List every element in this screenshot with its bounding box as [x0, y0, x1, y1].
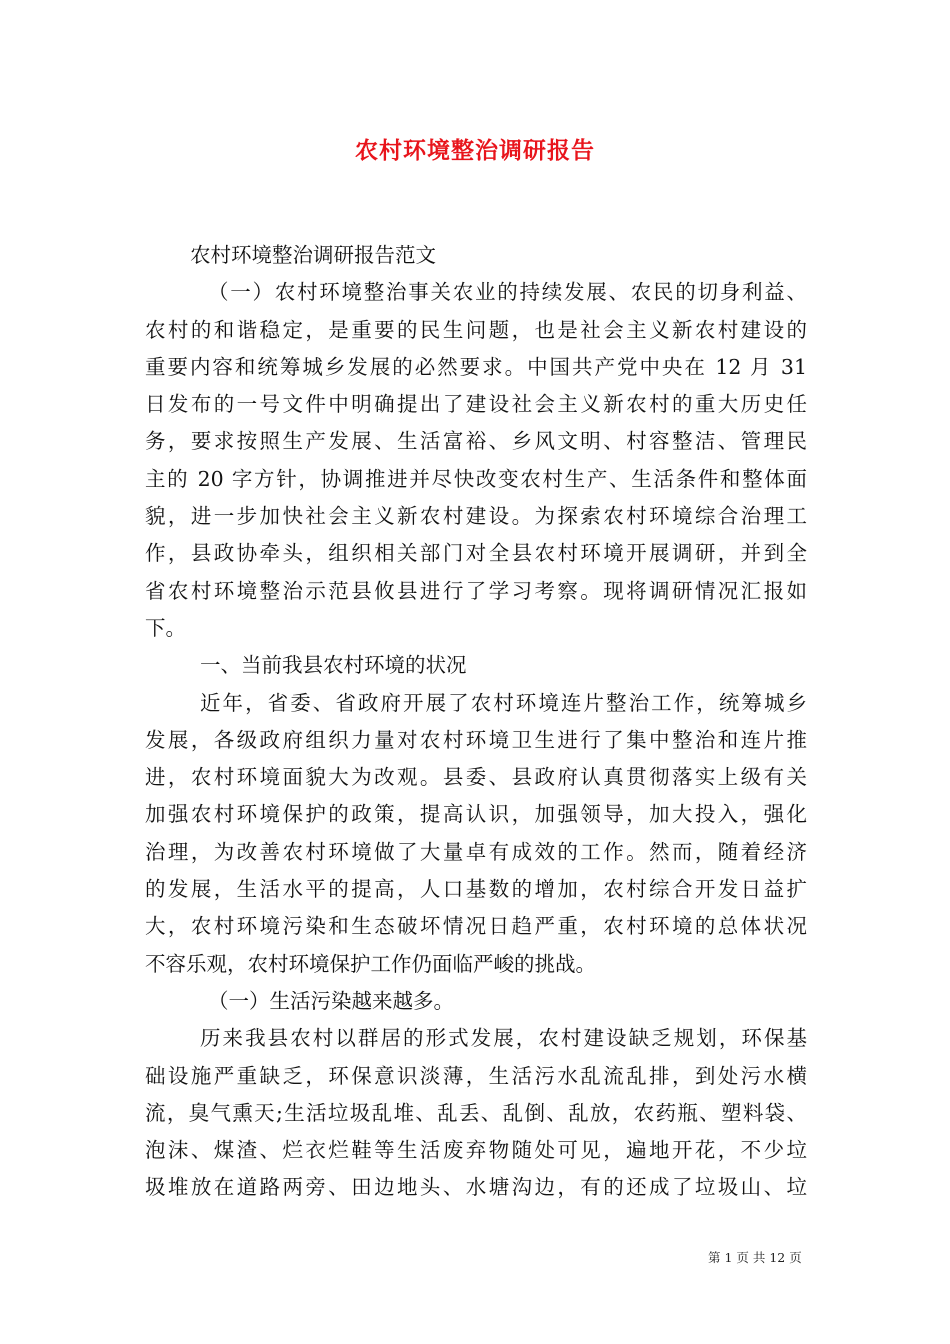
paragraph-line: （一）农村环境整治事关农业的持续发展、农民的切身利益、: [208, 280, 807, 305]
paragraph-line: 务，要求按照生产发展、生活富裕、乡风文明、村容整洁、管理民: [145, 429, 807, 454]
paragraph-line: 主的 20 字方针，协调推进并尽快改变农村生产、生活条件和整体面: [145, 466, 807, 491]
paragraph-line: 加强农村环境保护的政策，提高认识，加强领导，加大投入，强化: [145, 802, 807, 827]
paragraph-line: 治理，为改善农村环境做了大量卓有成效的工作。然而，随着经济: [145, 839, 807, 864]
paragraph-line: 下。: [145, 615, 186, 640]
paragraph-line: 农村的和谐稳定，是重要的民生问题，也是社会主义新农村建设的: [145, 317, 807, 342]
paragraph-line: 日发布的一号文件中明确提出了建设社会主义新农村的重大历史任: [145, 392, 807, 417]
paragraph-line: 泡沫、煤渣、烂衣烂鞋等生活废弃物随处可见，遍地开花，不少垃: [145, 1138, 807, 1163]
subtitle-line: 农村环境整治调研报告范文: [190, 243, 436, 267]
paragraph-line: 大，农村环境污染和生态破坏情况日趋严重，农村环境的总体状况: [145, 914, 807, 939]
page-number: 第 1 页 共 12 页: [708, 1250, 802, 1265]
paragraph-line: 圾堆放在道路两旁、田边地头、水塘沟边，有的还成了垃圾山、垃: [145, 1175, 807, 1200]
subsection-heading: （一）生活污染越来越多。: [208, 988, 454, 1013]
paragraph-line: 础设施严重缺乏，环保意识淡薄，生活污水乱流乱排，到处污水横: [145, 1063, 807, 1088]
document-title: 农村环境整治调研报告: [355, 137, 595, 164]
document-body: [145, 237, 807, 1207]
paragraph-line: 发展，各级政府组织力量对农村环境卫生进行了集中整治和连片推: [145, 727, 807, 752]
paragraph-line: 省农村环境整治示范县攸县进行了学习考察。现将调研情况汇报如: [145, 578, 807, 603]
paragraph-line: 进，农村环境面貌大为改观。县委、县政府认真贯彻落实上级有关: [145, 765, 807, 790]
paragraph-line: 重要内容和统筹城乡发展的必然要求。中国共产党中央在 12 月 31: [145, 354, 807, 379]
paragraph-line: 不容乐观，农村环境保护工作仍面临严峻的挑战。: [145, 951, 596, 976]
paragraph-line: 的发展，生活水平的提高，人口基数的增加，农村综合开发日益扩: [145, 877, 807, 902]
paragraph-line: 作，县政协牵头，组织相关部门对全县农村环境开展调研，并到全: [145, 541, 807, 566]
section-heading: 一、当前我县农村环境的状况: [200, 653, 467, 678]
paragraph-line: 貌，进一步加快社会主义新农村建设。为探索农村环境综合治理工: [145, 504, 807, 529]
paragraph-line: 历来我县农村以群居的形式发展，农村建设缺乏规划，环保基: [200, 1026, 807, 1051]
paragraph-line: 流，臭气熏天;生活垃圾乱堆、乱丢、乱倒、乱放，农药瓶、塑料袋、: [145, 1100, 807, 1125]
paragraph-line: 近年，省委、省政府开展了农村环境连片整治工作，统筹城乡: [200, 690, 807, 715]
